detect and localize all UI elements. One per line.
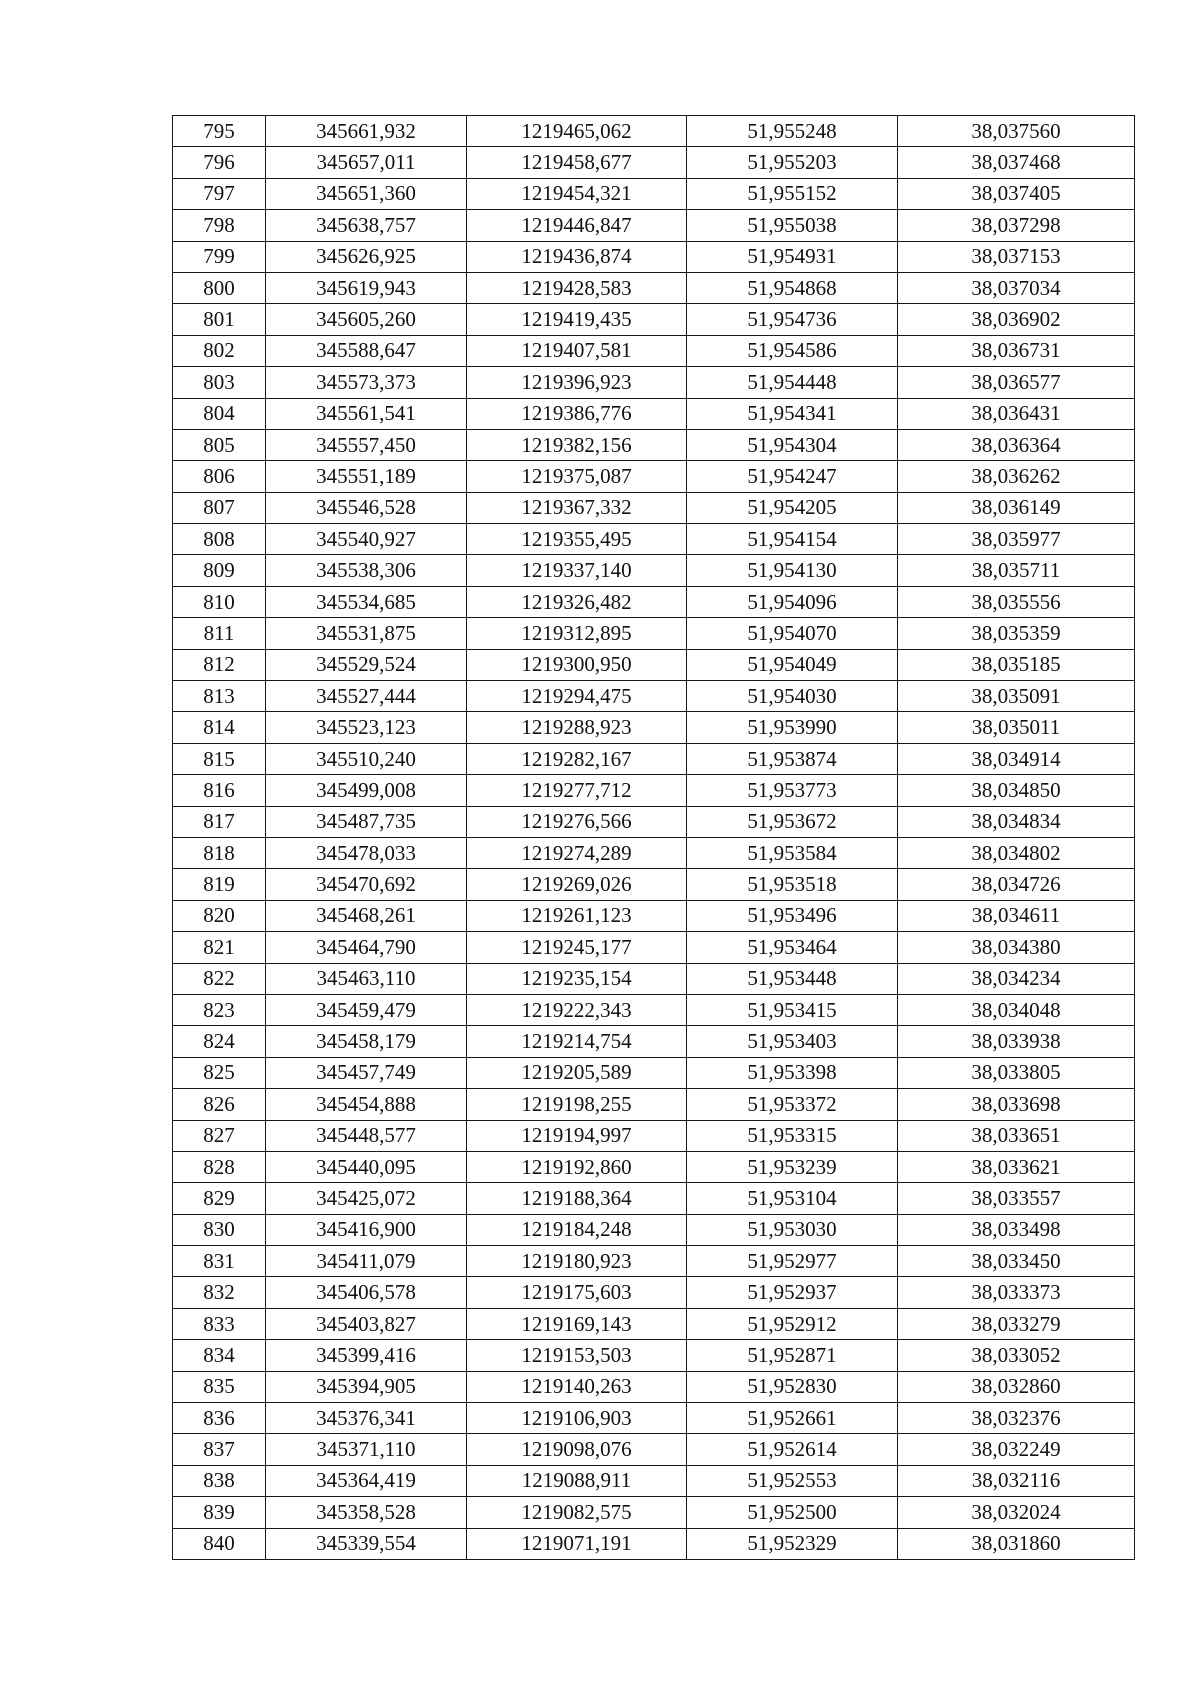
point-number-cell: 819 [173, 869, 266, 900]
x-coordinate-cell: 345464,790 [266, 932, 467, 963]
latitude-cell: 51,952500 [687, 1497, 898, 1528]
longitude-cell: 38,034380 [898, 932, 1135, 963]
longitude-cell: 38,034850 [898, 775, 1135, 806]
point-number-cell: 818 [173, 837, 266, 868]
longitude-cell: 38,036149 [898, 492, 1135, 523]
y-coordinate-cell: 1219300,950 [467, 649, 687, 680]
longitude-cell: 38,036731 [898, 335, 1135, 366]
point-number-cell: 832 [173, 1277, 266, 1308]
longitude-cell: 38,032376 [898, 1403, 1135, 1434]
latitude-cell: 51,952977 [687, 1246, 898, 1277]
x-coordinate-cell: 345638,757 [266, 210, 467, 241]
latitude-cell: 51,954096 [687, 586, 898, 617]
y-coordinate-cell: 1219419,435 [467, 304, 687, 335]
longitude-cell: 38,037153 [898, 241, 1135, 272]
x-coordinate-cell: 345358,528 [266, 1497, 467, 1528]
longitude-cell: 38,036364 [898, 429, 1135, 460]
table-row [173, 649, 1135, 680]
y-coordinate-cell: 1219082,575 [467, 1497, 687, 1528]
y-coordinate-cell: 1219184,248 [467, 1214, 687, 1245]
point-number-cell: 822 [173, 963, 266, 994]
y-coordinate-cell: 1219194,997 [467, 1120, 687, 1151]
longitude-cell: 38,033621 [898, 1151, 1135, 1182]
latitude-cell: 51,952661 [687, 1403, 898, 1434]
point-number-cell: 800 [173, 272, 266, 303]
point-number-cell: 802 [173, 335, 266, 366]
point-number-cell: 803 [173, 367, 266, 398]
longitude-cell: 38,036431 [898, 398, 1135, 429]
longitude-cell: 38,035091 [898, 681, 1135, 712]
point-number-cell: 797 [173, 178, 266, 209]
longitude-cell: 38,034834 [898, 806, 1135, 837]
latitude-cell: 51,953464 [687, 932, 898, 963]
y-coordinate-cell: 1219454,321 [467, 178, 687, 209]
longitude-cell: 38,037298 [898, 210, 1135, 241]
x-coordinate-cell: 345478,033 [266, 837, 467, 868]
latitude-cell: 51,954448 [687, 367, 898, 398]
y-coordinate-cell: 1219192,860 [467, 1151, 687, 1182]
latitude-cell: 51,953104 [687, 1183, 898, 1214]
x-coordinate-cell: 345468,261 [266, 900, 467, 931]
table-row [173, 210, 1135, 241]
table-row [173, 492, 1135, 523]
latitude-cell: 51,953672 [687, 806, 898, 837]
longitude-cell: 38,033805 [898, 1057, 1135, 1088]
latitude-cell: 51,954586 [687, 335, 898, 366]
table-row [173, 461, 1135, 492]
latitude-cell: 51,953403 [687, 1026, 898, 1057]
y-coordinate-cell: 1219261,123 [467, 900, 687, 931]
x-coordinate-cell: 345523,123 [266, 712, 467, 743]
longitude-cell: 38,034611 [898, 900, 1135, 931]
latitude-cell: 51,954030 [687, 681, 898, 712]
table-row [173, 963, 1135, 994]
table-row [173, 1465, 1135, 1496]
longitude-cell: 38,032860 [898, 1371, 1135, 1402]
latitude-cell: 51,952614 [687, 1434, 898, 1465]
point-number-cell: 809 [173, 555, 266, 586]
x-coordinate-cell: 345403,827 [266, 1308, 467, 1339]
latitude-cell: 51,954070 [687, 618, 898, 649]
x-coordinate-cell: 345499,008 [266, 775, 467, 806]
longitude-cell: 38,035556 [898, 586, 1135, 617]
longitude-cell: 38,033279 [898, 1308, 1135, 1339]
y-coordinate-cell: 1219288,923 [467, 712, 687, 743]
x-coordinate-cell: 345534,685 [266, 586, 467, 617]
table-row [173, 1246, 1135, 1277]
table-row [173, 869, 1135, 900]
point-number-cell: 840 [173, 1528, 266, 1559]
y-coordinate-cell: 1219235,154 [467, 963, 687, 994]
point-number-cell: 796 [173, 147, 266, 178]
latitude-cell: 51,953030 [687, 1214, 898, 1245]
longitude-cell: 38,033373 [898, 1277, 1135, 1308]
x-coordinate-cell: 345531,875 [266, 618, 467, 649]
y-coordinate-cell: 1219153,503 [467, 1340, 687, 1371]
y-coordinate-cell: 1219188,364 [467, 1183, 687, 1214]
x-coordinate-cell: 345339,554 [266, 1528, 467, 1559]
longitude-cell: 38,032249 [898, 1434, 1135, 1465]
point-number-cell: 837 [173, 1434, 266, 1465]
latitude-cell: 51,953496 [687, 900, 898, 931]
longitude-cell: 38,033052 [898, 1340, 1135, 1371]
latitude-cell: 51,953239 [687, 1151, 898, 1182]
table-row [173, 367, 1135, 398]
point-number-cell: 812 [173, 649, 266, 680]
point-number-cell: 829 [173, 1183, 266, 1214]
point-number-cell: 834 [173, 1340, 266, 1371]
table-row [173, 806, 1135, 837]
x-coordinate-cell: 345459,479 [266, 994, 467, 1025]
latitude-cell: 51,954154 [687, 524, 898, 555]
point-number-cell: 816 [173, 775, 266, 806]
longitude-cell: 38,034234 [898, 963, 1135, 994]
longitude-cell: 38,032116 [898, 1465, 1135, 1496]
y-coordinate-cell: 1219428,583 [467, 272, 687, 303]
point-number-cell: 798 [173, 210, 266, 241]
x-coordinate-cell: 345510,240 [266, 743, 467, 774]
coordinate-table [172, 115, 1135, 1560]
latitude-cell: 51,952329 [687, 1528, 898, 1559]
x-coordinate-cell: 345470,692 [266, 869, 467, 900]
table-row [173, 524, 1135, 555]
longitude-cell: 38,037405 [898, 178, 1135, 209]
y-coordinate-cell: 1219180,923 [467, 1246, 687, 1277]
latitude-cell: 51,954868 [687, 272, 898, 303]
x-coordinate-cell: 345619,943 [266, 272, 467, 303]
longitude-cell: 38,035977 [898, 524, 1135, 555]
point-number-cell: 830 [173, 1214, 266, 1245]
longitude-cell: 38,033498 [898, 1214, 1135, 1245]
table-row [173, 712, 1135, 743]
y-coordinate-cell: 1219106,903 [467, 1403, 687, 1434]
y-coordinate-cell: 1219458,677 [467, 147, 687, 178]
table-row [173, 1403, 1135, 1434]
table-row [173, 618, 1135, 649]
y-coordinate-cell: 1219294,475 [467, 681, 687, 712]
point-number-cell: 804 [173, 398, 266, 429]
x-coordinate-cell: 345394,905 [266, 1371, 467, 1402]
point-number-cell: 808 [173, 524, 266, 555]
table-row [173, 1120, 1135, 1151]
longitude-cell: 38,037560 [898, 116, 1135, 147]
point-number-cell: 810 [173, 586, 266, 617]
x-coordinate-cell: 345657,011 [266, 147, 467, 178]
x-coordinate-cell: 345487,735 [266, 806, 467, 837]
longitude-cell: 38,032024 [898, 1497, 1135, 1528]
table-row [173, 681, 1135, 712]
y-coordinate-cell: 1219355,495 [467, 524, 687, 555]
x-coordinate-cell: 345651,360 [266, 178, 467, 209]
y-coordinate-cell: 1219198,255 [467, 1089, 687, 1120]
point-number-cell: 807 [173, 492, 266, 523]
latitude-cell: 51,952830 [687, 1371, 898, 1402]
table-row [173, 429, 1135, 460]
table-row [173, 1308, 1135, 1339]
table-row [173, 1277, 1135, 1308]
table-row [173, 555, 1135, 586]
latitude-cell: 51,953372 [687, 1089, 898, 1120]
x-coordinate-cell: 345661,932 [266, 116, 467, 147]
table-row [173, 116, 1135, 147]
x-coordinate-cell: 345546,528 [266, 492, 467, 523]
x-coordinate-cell: 345411,079 [266, 1246, 467, 1277]
y-coordinate-cell: 1219269,026 [467, 869, 687, 900]
latitude-cell: 51,952912 [687, 1308, 898, 1339]
y-coordinate-cell: 1219169,143 [467, 1308, 687, 1339]
table-row [173, 837, 1135, 868]
y-coordinate-cell: 1219071,191 [467, 1528, 687, 1559]
latitude-cell: 51,954304 [687, 429, 898, 460]
x-coordinate-cell: 345364,419 [266, 1465, 467, 1496]
table-row [173, 1026, 1135, 1057]
y-coordinate-cell: 1219337,140 [467, 555, 687, 586]
longitude-cell: 38,031860 [898, 1528, 1135, 1559]
table-row [173, 1089, 1135, 1120]
point-number-cell: 839 [173, 1497, 266, 1528]
latitude-cell: 51,953990 [687, 712, 898, 743]
longitude-cell: 38,037034 [898, 272, 1135, 303]
longitude-cell: 38,037468 [898, 147, 1135, 178]
longitude-cell: 38,034914 [898, 743, 1135, 774]
latitude-cell: 51,952871 [687, 1340, 898, 1371]
x-coordinate-cell: 345454,888 [266, 1089, 467, 1120]
x-coordinate-cell: 345626,925 [266, 241, 467, 272]
table-row [173, 304, 1135, 335]
latitude-cell: 51,952937 [687, 1277, 898, 1308]
point-number-cell: 826 [173, 1089, 266, 1120]
y-coordinate-cell: 1219205,589 [467, 1057, 687, 1088]
y-coordinate-cell: 1219175,603 [467, 1277, 687, 1308]
x-coordinate-cell: 345463,110 [266, 963, 467, 994]
longitude-cell: 38,035011 [898, 712, 1135, 743]
point-number-cell: 820 [173, 900, 266, 931]
point-number-cell: 825 [173, 1057, 266, 1088]
table-row [173, 743, 1135, 774]
x-coordinate-cell: 345540,927 [266, 524, 467, 555]
table-row [173, 272, 1135, 303]
x-coordinate-cell: 345551,189 [266, 461, 467, 492]
longitude-cell: 38,033557 [898, 1183, 1135, 1214]
latitude-cell: 51,953874 [687, 743, 898, 774]
y-coordinate-cell: 1219446,847 [467, 210, 687, 241]
x-coordinate-cell: 345416,900 [266, 1214, 467, 1245]
coordinate-table-body [173, 116, 1135, 1560]
x-coordinate-cell: 345376,341 [266, 1403, 467, 1434]
latitude-cell: 51,955248 [687, 116, 898, 147]
latitude-cell: 51,953584 [687, 837, 898, 868]
latitude-cell: 51,953448 [687, 963, 898, 994]
y-coordinate-cell: 1219277,712 [467, 775, 687, 806]
x-coordinate-cell: 345527,444 [266, 681, 467, 712]
latitude-cell: 51,953415 [687, 994, 898, 1025]
longitude-cell: 38,035185 [898, 649, 1135, 680]
table-row [173, 1214, 1135, 1245]
latitude-cell: 51,952553 [687, 1465, 898, 1496]
point-number-cell: 835 [173, 1371, 266, 1402]
table-row [173, 932, 1135, 963]
table-row [173, 1183, 1135, 1214]
table-row [173, 1151, 1135, 1182]
table-row [173, 147, 1135, 178]
table-row [173, 1057, 1135, 1088]
latitude-cell: 51,954247 [687, 461, 898, 492]
x-coordinate-cell: 345588,647 [266, 335, 467, 366]
point-number-cell: 828 [173, 1151, 266, 1182]
y-coordinate-cell: 1219396,923 [467, 367, 687, 398]
longitude-cell: 38,033651 [898, 1120, 1135, 1151]
y-coordinate-cell: 1219282,167 [467, 743, 687, 774]
latitude-cell: 51,954049 [687, 649, 898, 680]
y-coordinate-cell: 1219214,754 [467, 1026, 687, 1057]
x-coordinate-cell: 345448,577 [266, 1120, 467, 1151]
y-coordinate-cell: 1219088,911 [467, 1465, 687, 1496]
latitude-cell: 51,953773 [687, 775, 898, 806]
longitude-cell: 38,036902 [898, 304, 1135, 335]
y-coordinate-cell: 1219465,062 [467, 116, 687, 147]
table-row [173, 1497, 1135, 1528]
longitude-cell: 38,033450 [898, 1246, 1135, 1277]
longitude-cell: 38,036262 [898, 461, 1135, 492]
point-number-cell: 823 [173, 994, 266, 1025]
latitude-cell: 51,955152 [687, 178, 898, 209]
point-number-cell: 827 [173, 1120, 266, 1151]
longitude-cell: 38,034726 [898, 869, 1135, 900]
point-number-cell: 831 [173, 1246, 266, 1277]
x-coordinate-cell: 345371,110 [266, 1434, 467, 1465]
latitude-cell: 51,954130 [687, 555, 898, 586]
y-coordinate-cell: 1219098,076 [467, 1434, 687, 1465]
latitude-cell: 51,954736 [687, 304, 898, 335]
table-row [173, 241, 1135, 272]
table-row [173, 900, 1135, 931]
longitude-cell: 38,034802 [898, 837, 1135, 868]
x-coordinate-cell: 345440,095 [266, 1151, 467, 1182]
table-row [173, 1371, 1135, 1402]
point-number-cell: 814 [173, 712, 266, 743]
y-coordinate-cell: 1219375,087 [467, 461, 687, 492]
latitude-cell: 51,953398 [687, 1057, 898, 1088]
y-coordinate-cell: 1219386,776 [467, 398, 687, 429]
table-row [173, 178, 1135, 209]
x-coordinate-cell: 345406,578 [266, 1277, 467, 1308]
table-row [173, 335, 1135, 366]
y-coordinate-cell: 1219140,263 [467, 1371, 687, 1402]
x-coordinate-cell: 345605,260 [266, 304, 467, 335]
y-coordinate-cell: 1219436,874 [467, 241, 687, 272]
latitude-cell: 51,954931 [687, 241, 898, 272]
longitude-cell: 38,035711 [898, 555, 1135, 586]
x-coordinate-cell: 345573,373 [266, 367, 467, 398]
table-row [173, 586, 1135, 617]
point-number-cell: 801 [173, 304, 266, 335]
x-coordinate-cell: 345457,749 [266, 1057, 467, 1088]
table-row [173, 775, 1135, 806]
point-number-cell: 838 [173, 1465, 266, 1496]
point-number-cell: 805 [173, 429, 266, 460]
x-coordinate-cell: 345557,450 [266, 429, 467, 460]
y-coordinate-cell: 1219326,482 [467, 586, 687, 617]
y-coordinate-cell: 1219222,343 [467, 994, 687, 1025]
latitude-cell: 51,954205 [687, 492, 898, 523]
table-row [173, 1528, 1135, 1559]
longitude-cell: 38,035359 [898, 618, 1135, 649]
longitude-cell: 38,033698 [898, 1089, 1135, 1120]
y-coordinate-cell: 1219312,895 [467, 618, 687, 649]
latitude-cell: 51,955203 [687, 147, 898, 178]
y-coordinate-cell: 1219276,566 [467, 806, 687, 837]
table-row [173, 398, 1135, 429]
longitude-cell: 38,036577 [898, 367, 1135, 398]
y-coordinate-cell: 1219407,581 [467, 335, 687, 366]
y-coordinate-cell: 1219367,332 [467, 492, 687, 523]
point-number-cell: 817 [173, 806, 266, 837]
y-coordinate-cell: 1219274,289 [467, 837, 687, 868]
point-number-cell: 824 [173, 1026, 266, 1057]
latitude-cell: 51,954341 [687, 398, 898, 429]
longitude-cell: 38,033938 [898, 1026, 1135, 1057]
point-number-cell: 806 [173, 461, 266, 492]
x-coordinate-cell: 345561,541 [266, 398, 467, 429]
point-number-cell: 815 [173, 743, 266, 774]
x-coordinate-cell: 345538,306 [266, 555, 467, 586]
table-row [173, 994, 1135, 1025]
y-coordinate-cell: 1219245,177 [467, 932, 687, 963]
point-number-cell: 836 [173, 1403, 266, 1434]
point-number-cell: 813 [173, 681, 266, 712]
table-row [173, 1434, 1135, 1465]
x-coordinate-cell: 345458,179 [266, 1026, 467, 1057]
x-coordinate-cell: 345425,072 [266, 1183, 467, 1214]
point-number-cell: 811 [173, 618, 266, 649]
point-number-cell: 795 [173, 116, 266, 147]
point-number-cell: 833 [173, 1308, 266, 1339]
y-coordinate-cell: 1219382,156 [467, 429, 687, 460]
point-number-cell: 799 [173, 241, 266, 272]
x-coordinate-cell: 345399,416 [266, 1340, 467, 1371]
x-coordinate-cell: 345529,524 [266, 649, 467, 680]
latitude-cell: 51,953315 [687, 1120, 898, 1151]
longitude-cell: 38,034048 [898, 994, 1135, 1025]
latitude-cell: 51,953518 [687, 869, 898, 900]
table-row [173, 1340, 1135, 1371]
point-number-cell: 821 [173, 932, 266, 963]
latitude-cell: 51,955038 [687, 210, 898, 241]
